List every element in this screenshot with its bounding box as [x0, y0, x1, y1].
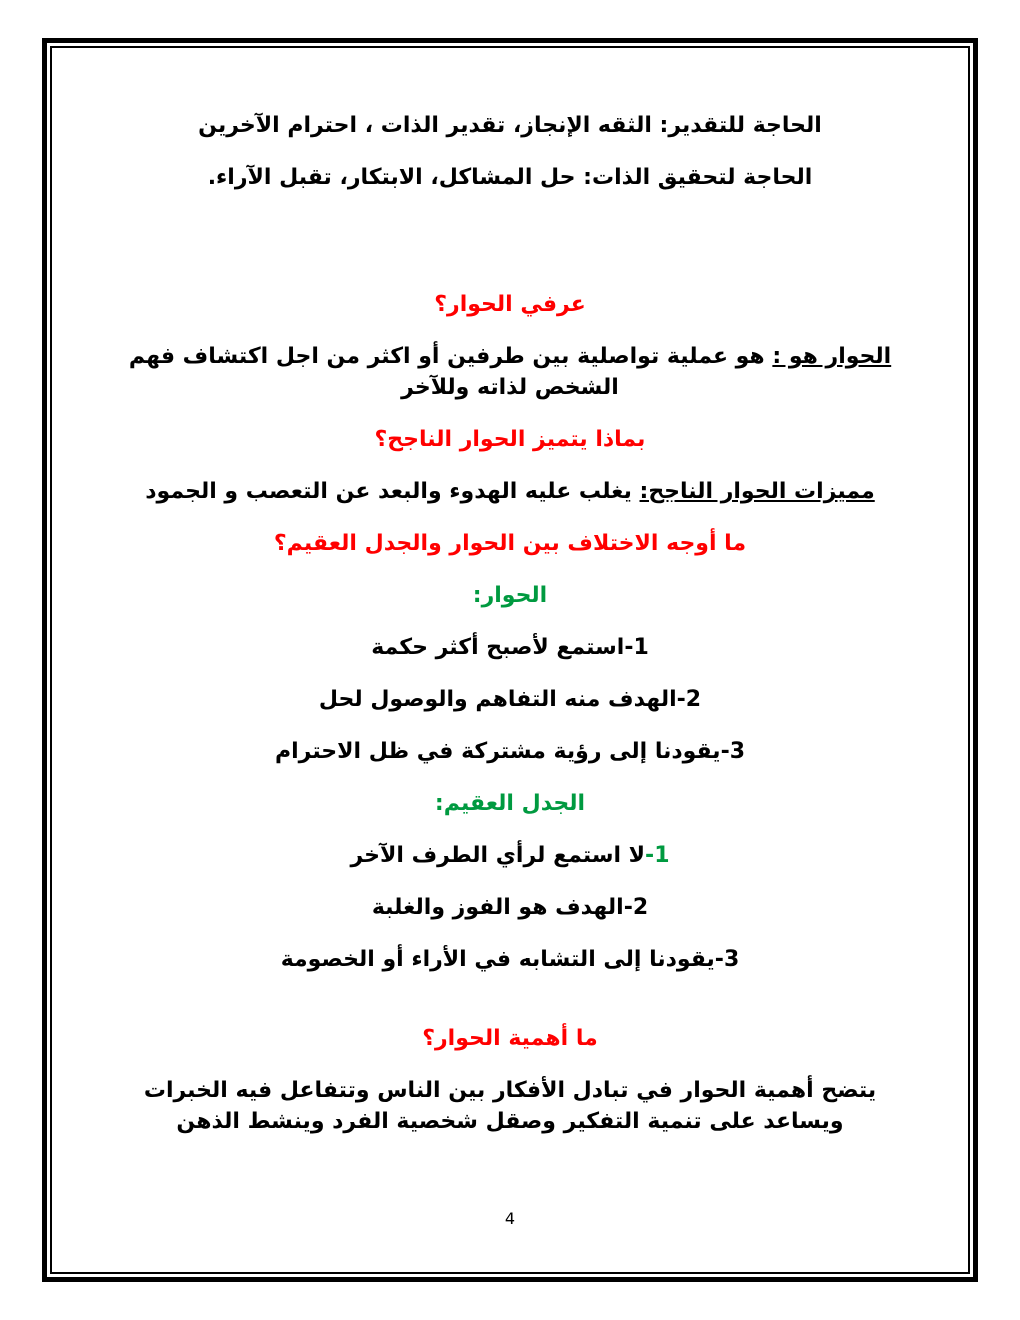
- argument-point: 2-الهدف هو الفوز والغلبة: [371, 895, 649, 920]
- definition-lead: الحوار هو :: [772, 344, 892, 369]
- question-successful-dialogue: بماذا يتميز الحوار الناجح؟: [374, 427, 646, 452]
- esteem-needs-line: الحاجة للتقدير: الثقه الإنجاز، تقدير الذات ، احترام الآخرين: [198, 113, 822, 138]
- dialogue-point: 2-الهدف منه التفاهم والوصول لحل: [318, 687, 702, 712]
- page-number: 4: [504, 1209, 516, 1228]
- page-border: [42, 38, 978, 1282]
- argument-point: [117, 840, 903, 871]
- dialogue-point: 1-استمع لأصبح أكثر حكمة: [371, 635, 649, 660]
- argument-subheading: الجدل العقيم:: [434, 791, 586, 816]
- argument-point-number: 1-: [645, 843, 670, 868]
- successful-dialogue-text: يغلب عليه الهدوء والبعد عن التعصب و الجمود: [145, 479, 640, 504]
- definition-text: هو عملية تواصلية بين طرفين أو اكثر من اجل اكتشاف فهم الشخص لذاته وللآخر: [128, 344, 773, 400]
- definition-paragraph: [117, 341, 903, 403]
- successful-dialogue-paragraph: [117, 476, 903, 507]
- dialogue-subheading: الحوار:: [472, 583, 548, 608]
- argument-point: 3-يقودنا إلى التشابه في الأراء أو الخصومة: [280, 947, 740, 972]
- question-difference: ما أوجه الاختلاف بين الحوار والجدل العقيم؟: [273, 531, 747, 556]
- question-importance: ما أهمية الحوار؟: [422, 1026, 598, 1051]
- argument-point-text: لا استمع لرأي الطرف الآخر: [350, 843, 646, 868]
- page-inner-border: [50, 46, 970, 1274]
- question-define-dialogue: عرفي الحوار؟: [434, 292, 586, 317]
- successful-dialogue-lead: مميزات الحوار الناجح:: [639, 479, 875, 504]
- self-actualization-line: الحاجة لتحقيق الذات: حل المشاكل، الابتكار، تقبل الآراء.: [207, 165, 813, 190]
- importance-paragraph: يتضح أهمية الحوار في تبادل الأفكار بين الناس وتتفاعل فيه الخبرات ويساعد على تنمية التفكير وصقل شخصية الفرد وينشط الذهن: [143, 1078, 877, 1134]
- dialogue-point: 3-يقودنا إلى رؤية مشتركة في ظل الاحترام: [274, 739, 746, 764]
- document-body: [52, 48, 968, 1137]
